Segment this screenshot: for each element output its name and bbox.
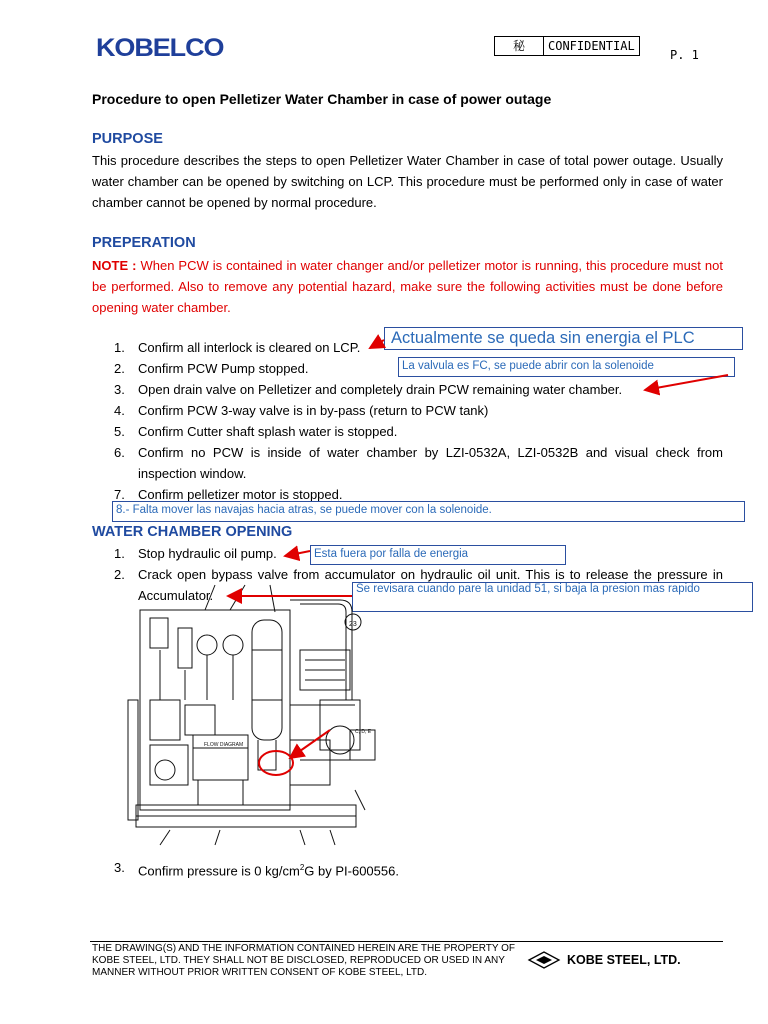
drawing-label: C, D, E: [355, 729, 372, 735]
secret-mark: 秘: [495, 37, 544, 55]
step-number: 1.: [114, 340, 125, 355]
annotation-revisar: Se revisara cuando pare la unidad 51, si baja la presion mas rapido: [352, 582, 753, 612]
arrow-drain-valve: [645, 375, 728, 390]
step-text: Confirm Cutter shaft splash water is stopped.: [138, 424, 398, 439]
annotation-valve: La valvula es FC, se puede abrir con la solenoide: [398, 357, 735, 377]
document-title: Procedure to open Pelletizer Water Chamber in case of power outage: [92, 91, 552, 107]
step-text: Stop hydraulic oil pump.: [138, 546, 277, 561]
step-number: 2.: [114, 567, 125, 582]
step-number: 1.: [114, 546, 125, 561]
page-number: P. 1: [670, 48, 699, 62]
confidential-label: CONFIDENTIAL: [548, 39, 635, 53]
annotation-power-failure: Esta fuera por falla de energia: [310, 545, 566, 565]
step-text: Confirm pressure is 0 kg/cm: [138, 863, 300, 879]
annotation-plc: Actualmente se queda sin energia el PLC: [384, 327, 743, 350]
footer-divider: [90, 941, 723, 942]
arrow-lcp: [370, 340, 384, 348]
step-text: Confirm pelletizer motor is stopped.: [138, 487, 343, 502]
step-text: Confirm PCW Pump stopped.: [138, 361, 309, 376]
callout-number: 23: [349, 621, 357, 628]
footer-disclaimer: THE DRAWING(S) AND THE INFORMATION CONTAINED HEREIN ARE THE PROPERTY OF KOBE STEEL, LTD. THEY SHALL NOT BE DISCLOSED, REPRODUCED OR USED IN ANY MANNER WITHOUT PRIOR WRITTEN CONSENT OF KOBE STEEL, LTD.: [92, 943, 516, 978]
note-label: NOTE :: [92, 258, 137, 273]
arrow-oil-pump: [285, 551, 310, 556]
step-number: 4.: [114, 403, 125, 418]
step-number: 5.: [114, 424, 125, 439]
step-number: 6.: [114, 445, 125, 460]
arrow-bypass-valve: [290, 730, 330, 758]
purpose-heading: PURPOSE: [92, 131, 163, 147]
flow-diagram-label: FLOW DIAGRAM: [204, 742, 244, 748]
kobelco-logo: KOBELCO: [96, 34, 224, 62]
purpose-text: This procedure describes the steps to open Pelletizer Water Chamber in case of total power outage. Usually water chamber can be opened by switching on LCP. This procedure must be performed only in case of water chamber cannot be opened by normal procedure.: [92, 153, 723, 210]
step-text: Confirm PCW 3-way valve is in by-pass (return to PCW tank): [138, 403, 489, 418]
step-number: 3.: [114, 382, 125, 397]
step-text: Confirm no PCW is inside of water chamber by LZI-0532A, LZI-0532B and visual check from inspection window.: [138, 445, 723, 481]
annotation-step8: 8.- Falta mover las navajas hacia atras, se puede mover con la solenoide.: [112, 501, 745, 522]
superscript-2: 2: [299, 863, 305, 872]
step-text: Crack open bypass valve from accumulator on hydraulic oil unit. This is to release the pressure in Accumulator.: [138, 567, 723, 603]
kobe-diamond-icon: [527, 951, 561, 969]
preperation-heading: PREPERATION: [92, 235, 196, 251]
step-text-end: G by PI-600556.: [304, 863, 399, 879]
equipment-linework: [128, 585, 375, 845]
step-text: Confirm all interlock is cleared on LCP.: [138, 340, 361, 355]
company-name: KOBE STEEL, LTD.: [567, 953, 681, 967]
water-chamber-heading: WATER CHAMBER OPENING: [92, 524, 293, 540]
red-arrows: [228, 340, 728, 758]
note-text: When PCW is contained in water changer and/or pelletizer motor is running, this procedure must not be performed. Also to remove any potential hazard, make sure the following activities must be done before opening water chamber.: [92, 258, 723, 315]
step-number: 3.: [114, 860, 125, 875]
step-number: 7.: [114, 487, 125, 502]
step-number: 2.: [114, 361, 125, 376]
step-text: Open drain valve on Pelletizer and completely drain PCW remaining water chamber.: [138, 382, 623, 397]
